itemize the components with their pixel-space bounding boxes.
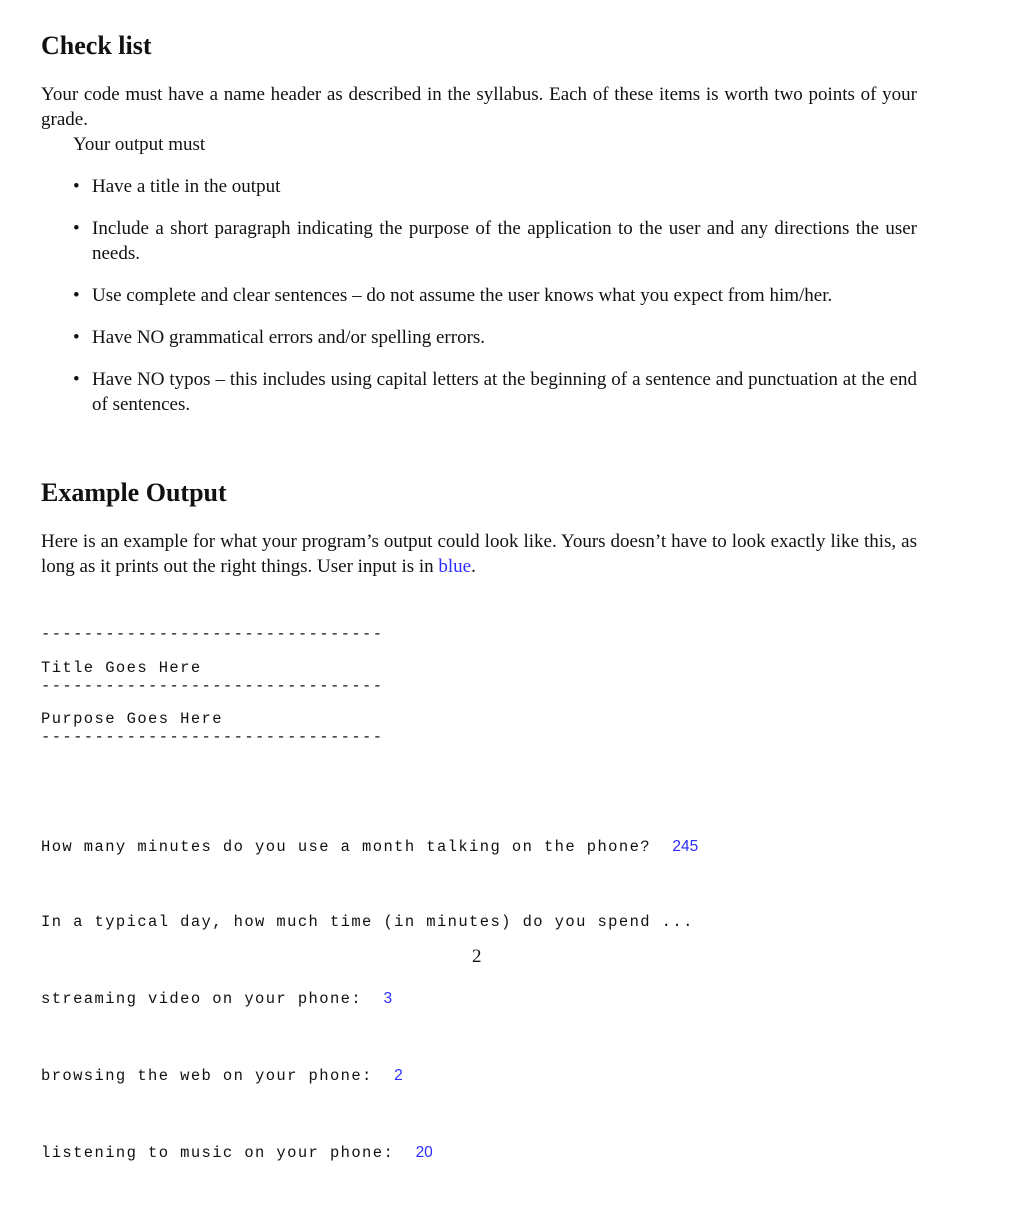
example-heading: Example Output (41, 478, 227, 507)
output-rule: -------------------------------- (41, 677, 384, 695)
list-item: • Use complete and clear sentences – do not assume the user knows what you expect from him/her. (73, 285, 833, 306)
output-line: browsing the web on your phone: 2 (41, 1067, 403, 1086)
page-number: 2 (472, 946, 482, 967)
bullet-icon: • (73, 176, 80, 197)
checklist-list (41, 174, 917, 434)
checklist-lead: Your output must (73, 134, 206, 155)
bullet-icon: • (73, 285, 80, 306)
output-line: streaming video on your phone: 3 (41, 990, 393, 1009)
output-line: How many minutes do you use a month talking on the phone? 245 (41, 837, 699, 856)
output-line: listening to music on your phone: 20 (41, 1144, 433, 1163)
output-line: In a typical day, how much time (in minutes) do you spend ... (41, 913, 694, 932)
list-item: • Have NO typos – this includes using capital letters at the beginning of a sentence and punctuation at the end of sentences. (73, 369, 917, 415)
output-rule: -------------------------------- (41, 728, 384, 746)
output-title: Title Goes Here (41, 659, 202, 677)
output-lines (41, 783, 698, 1217)
checklist-intro: Your code must have a name header as described in the syllabus. Each of these items is worth two points of your grade. (41, 84, 917, 130)
list-item: • Include a short paragraph indicating the purpose of the application to the user and any directions the user needs. (73, 218, 917, 264)
bullet-icon: • (73, 218, 80, 239)
checklist-heading: Check list (41, 31, 152, 60)
list-item: • Have NO grammatical errors and/or spelling errors. (73, 327, 486, 348)
output-rule: -------------------------------- (41, 625, 384, 643)
list-item: • Have a title in the output (73, 176, 281, 197)
bullet-icon: • (73, 327, 80, 348)
output-purpose: Purpose Goes Here (41, 710, 223, 728)
example-paragraph: Here is an example for what your program’s output could look like. Yours doesn’t have to look exactly like this, as long as it prints out the right things. User input is in blue. (41, 531, 917, 577)
bullet-icon: • (73, 369, 80, 390)
